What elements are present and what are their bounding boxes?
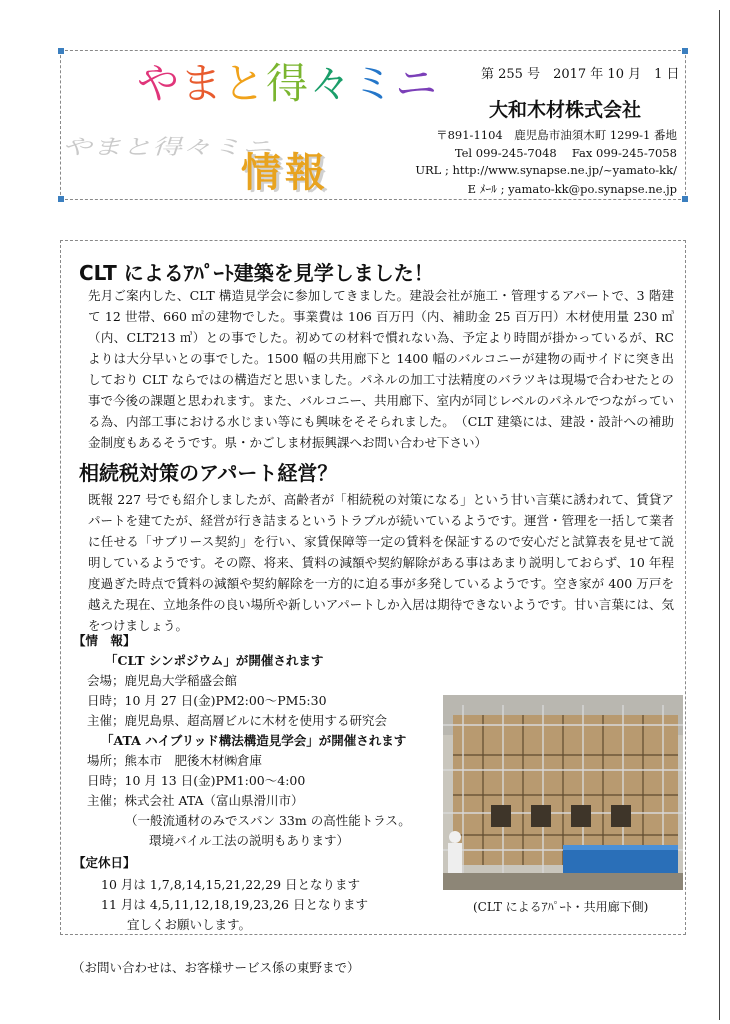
article2-heading: 相続税対策のアパート経営？ bbox=[79, 461, 338, 485]
event2-note: 環境パイル工法の説明もあります） bbox=[149, 833, 350, 848]
newsletter-title-char: 々 bbox=[309, 59, 353, 108]
newsletter-title-char: 得 bbox=[266, 59, 310, 108]
content-box bbox=[60, 240, 686, 935]
company-tel-fax: Tel 099-245-7048 Fax 099-245-7058 bbox=[454, 146, 677, 160]
contact-footer: （お問い合わせは、お客様サービス係の東野まで） bbox=[72, 960, 360, 975]
event2-title: 「ATA ハイブリッド構法構造見学会」が開催されます bbox=[101, 733, 407, 748]
holidays-november: 11 月は 4,5,11,12,18,19,23,26 日となります bbox=[101, 897, 368, 912]
newsletter-title-char: ニ bbox=[395, 59, 439, 108]
article2-body: 既報 227 号でも紹介しましたが、高齢者が「相続税の対策になる」という甘い言葉に誘われて、賃貸アパートを建てたが、経営が行き詰まるというトラブルが続いているようです。運営・管理を一括して業者に任せる「サブリース契約」を行い、家賃保障等一定の賃料を保証するので安心だと試算表を見せて説明しているようです。その際、将来、賃料の減額や契約解除がある事はあまり説明しておらず、10 年程度過ぎた時点で賃料の減額や契約解除を一方的に迫る事が多発しているようです。空き家が 400 万戸を越えた現在、立地条件の良い場所や新しいアパートしか入居は期待できないようです。甘い言葉には、気をつけましょう。 bbox=[88, 492, 675, 633]
article1-heading: CLT によるｱﾊﾟｰﾄ建築を見学しました！ bbox=[79, 261, 434, 285]
event2-note: （一般流通材のみでスパン 33m の高性能トラス。 bbox=[125, 813, 411, 828]
photo-caption: (CLT によるｱﾊﾟｰﾄ・共用廊下側) bbox=[473, 900, 649, 914]
corner-mark bbox=[58, 48, 64, 54]
newsletter-title bbox=[137, 51, 438, 111]
construction-photo bbox=[443, 695, 683, 890]
newsletter-subtitle: 情報 bbox=[241, 150, 329, 196]
company-url[interactable]: URL ; http://www.synapse.ne.jp/~yamato-kk/ bbox=[415, 163, 677, 177]
newsletter-title-char: ま bbox=[180, 59, 224, 108]
event2-host: 主催；株式会社 ATA（富山県滑川市） bbox=[87, 793, 304, 808]
newsletter-title-char: と bbox=[223, 59, 267, 108]
header-box bbox=[60, 50, 686, 200]
holidays-closing: 宜しくお願いします。 bbox=[127, 917, 252, 932]
issue-number: 第 255 号 2017 年 10 月 1 日 bbox=[481, 67, 680, 82]
company-address: 〒891-1104 鹿児島市油須木町 1299-1 番地 bbox=[436, 128, 677, 142]
event1-date: 日時；10 月 27 日(金)PM2:00～PM5:30 bbox=[87, 693, 327, 708]
article1-body: 先月ご案内した、CLT 構造見学会に参加してきました。建設会社が施工・管理するアパートで、3 階建て 12 世帯、660 ㎡の建物でした。事業費は 106 百万円（内、補助金 25 百万円）木材使用量 230 ㎥（内、CLT213 ㎥）との事でした。初めての材料で慣れない為、予定より時間が掛かっているが、RC よりは大分早いとの事でした。1500 幅の共用廊下と 1400 幅のバルコニーが建物の両サイドに突き出しており CLT ならではの構造だと思いました。パネルの加工寸法精度のバラツキは現場で合わせたとの事で今後の課題と思われます。また、バルコニー、共用廊下、室内が同じレベルのパネルでつながっている為、内部工事における水じまい等にも興味をそそられました。 （CLT 建築には、建設・設計への補助金制度もあるそうです。県・かごしま材振興課へお問い合わせ下さい） bbox=[88, 288, 675, 450]
corner-mark bbox=[682, 196, 688, 202]
holidays-label: 【定休日】 bbox=[73, 855, 136, 870]
holidays-october: 10 月は 1,7,8,14,15,21,22,29 日となります bbox=[101, 877, 361, 892]
newsletter-title-char: ミ bbox=[352, 59, 396, 108]
construction-photo-illustration bbox=[443, 695, 683, 890]
event1-host: 主催；鹿児島県、超高層ビルに木材を使用する研究会 bbox=[87, 713, 388, 728]
event1-venue: 会場；鹿児島大学稲盛会館 bbox=[87, 673, 238, 688]
corner-mark bbox=[58, 196, 64, 202]
newsletter-title-char: や bbox=[137, 59, 181, 108]
event1-title: 「CLT シンポジウム」が開催されます bbox=[105, 653, 324, 668]
info-label: 【情 報】 bbox=[73, 633, 136, 648]
corner-mark bbox=[682, 48, 688, 54]
page-edge-line bbox=[719, 10, 720, 1020]
newsletter-title-shadow: やまと得々ミニ bbox=[60, 135, 279, 160]
event2-date: 日時；10 月 13 日(金)PM1:00～4:00 bbox=[87, 773, 306, 788]
company-name: 大和木材株式会社 bbox=[489, 99, 642, 121]
event2-place: 場所；熊本市 肥後木材㈱倉庫 bbox=[87, 753, 263, 768]
company-email[interactable]: E ﾒｰﾙ ; yamato-kk@po.synapse.ne.jp bbox=[467, 182, 677, 196]
